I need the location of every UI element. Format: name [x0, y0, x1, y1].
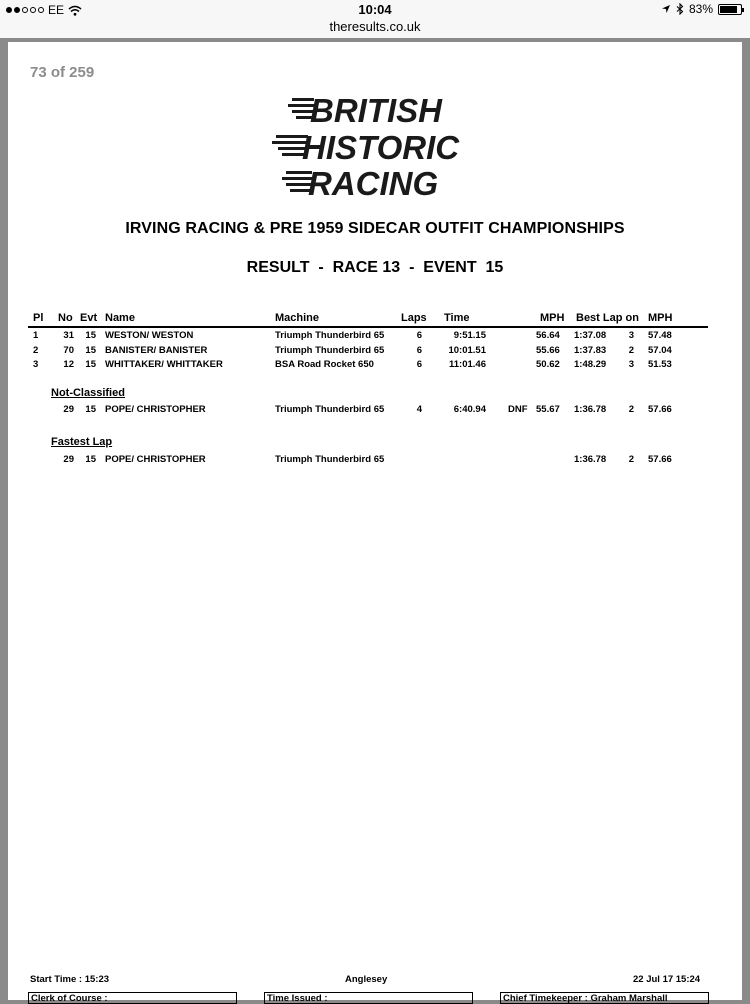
url-bar[interactable]: theresults.co.uk — [329, 19, 421, 34]
cell-best-mph: 57.66 — [648, 404, 672, 415]
result-row — [28, 345, 708, 359]
cell-best-lap: 1:36.78 — [574, 404, 607, 415]
start-time: Start Time : 15:23 — [30, 974, 110, 985]
battery-icon — [718, 4, 742, 15]
fastest-lap-row — [28, 454, 708, 468]
cell-no: 31 — [63, 330, 74, 341]
cell-evt: 15 — [85, 359, 96, 370]
cell-lap-on: 2 — [628, 344, 634, 356]
cell-evt: 15 — [85, 404, 96, 415]
cell-lap-on: 3 — [628, 359, 634, 370]
location-arrow-icon — [661, 4, 671, 14]
logo-line-racing: RACING — [308, 165, 439, 202]
cell-machine: Triumph Thunderbird 65 — [275, 454, 385, 465]
col-name: Name — [105, 312, 135, 324]
col-evt: Evt — [80, 312, 98, 324]
cell-best-mph: 51.53 — [648, 359, 672, 370]
cell-mph: 55.66 — [536, 344, 560, 356]
not-classified-row — [28, 404, 708, 418]
result-row — [28, 359, 708, 373]
cell-machine: Triumph Thunderbird 65 — [275, 330, 385, 341]
cell-name: WHITTAKER/ WHITTAKER — [105, 359, 223, 370]
col-no: No — [58, 312, 73, 324]
cell-evt: 15 — [85, 344, 96, 356]
cell-evt: 15 — [85, 454, 96, 465]
cell-mph: 55.67 — [536, 404, 560, 415]
col-best-lap-on: Best Lap on — [576, 312, 639, 324]
cell-laps: 4 — [416, 404, 422, 415]
british-historic-racing-logo — [272, 92, 462, 202]
cell-pl: 1 — [33, 330, 39, 341]
results-document — [8, 42, 742, 1004]
cell-machine: Triumph Thunderbird 65 — [275, 344, 385, 356]
cell-machine: BSA Road Rocket 650 — [275, 359, 374, 370]
cell-lap-on: 3 — [628, 330, 634, 341]
venue: Anglesey — [345, 974, 388, 985]
cell-laps: 6 — [416, 330, 422, 341]
cell-pl: 3 — [33, 359, 39, 370]
cell-evt: 15 — [85, 330, 96, 341]
cell-laps: 6 — [416, 359, 422, 370]
cell-time: 6:40.94 — [453, 404, 486, 415]
cell-lap-on: 2 — [628, 404, 634, 415]
col-best-mph: MPH — [648, 312, 673, 324]
cell-best-mph: 57.04 — [648, 344, 672, 356]
status-icons — [661, 2, 742, 16]
cell-status: DNF — [508, 404, 528, 415]
bluetooth-icon — [676, 3, 684, 15]
cell-no: 70 — [63, 344, 74, 356]
cell-pl: 2 — [33, 344, 39, 356]
cell-time: 11:01.46 — [449, 359, 486, 370]
fastest-lap-label: Fastest Lap — [51, 436, 113, 448]
cell-name: POPE/ CHRISTOPHER — [105, 454, 206, 465]
cell-no: 12 — [63, 359, 74, 370]
cell-laps: 6 — [416, 344, 422, 356]
championship-title: IRVING RACING & PRE 1959 SIDECAR OUTFIT CHAMPIONSHIPS — [125, 220, 625, 237]
cell-time: 10:01.51 — [448, 344, 486, 356]
cell-best-mph: 57.48 — [648, 330, 672, 341]
col-mph: MPH — [540, 312, 565, 324]
cell-no: 29 — [63, 404, 74, 415]
cell-mph: 56.64 — [536, 330, 560, 341]
results-table-header — [28, 311, 708, 328]
result-row — [28, 330, 708, 344]
clerk-of-course-box: Clerk of Course : — [28, 992, 237, 1004]
clock: 10:04 — [358, 2, 392, 17]
cell-name: WESTON/ WESTON — [105, 330, 194, 341]
page-counter: 73 of 259 — [30, 64, 95, 81]
cell-best-lap: 1:36.78 — [574, 454, 607, 465]
cell-best-lap: 1:48.29 — [574, 359, 607, 370]
cell-best-lap: 1:37.08 — [574, 330, 607, 341]
cell-best-lap: 1:37.83 — [574, 344, 607, 356]
cell-name: BANISTER/ BANISTER — [105, 344, 208, 356]
status-bar — [0, 0, 750, 38]
battery-percent: 83% — [688, 2, 713, 16]
carrier-name: EE — [48, 3, 65, 17]
logo-line-british: BRITISH — [310, 92, 442, 129]
time-issued-box: Time Issued : — [264, 992, 473, 1004]
result-title: RESULT - RACE 13 - EVENT 15 — [246, 259, 504, 276]
cell-machine: Triumph Thunderbird 65 — [275, 404, 385, 415]
cell-mph: 50.62 — [536, 359, 560, 370]
chief-timekeeper-box: Chief Timekeeper : Graham Marshall — [500, 992, 709, 1004]
col-laps: Laps — [401, 312, 427, 324]
cell-no: 29 — [63, 454, 74, 465]
col-machine: Machine — [275, 312, 320, 324]
issued-date: 22 Jul 17 15:24 — [633, 974, 701, 985]
cell-lap-on: 2 — [628, 454, 634, 465]
cell-time: 9:51.15 — [453, 330, 486, 341]
col-pl: Pl — [33, 312, 44, 324]
not-classified-label: Not-Classified — [51, 387, 125, 399]
cell-best-mph: 57.66 — [648, 454, 672, 465]
col-time: Time — [444, 312, 470, 324]
logo-line-historic: HISTORIC — [302, 129, 460, 166]
cell-name: POPE/ CHRISTOPHER — [105, 404, 206, 415]
